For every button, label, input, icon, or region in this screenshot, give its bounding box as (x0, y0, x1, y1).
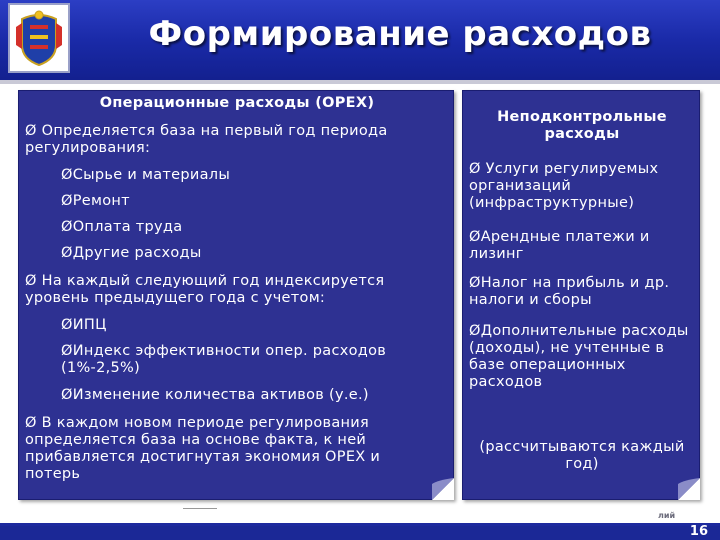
opex-heading: Операционные расходы (OPEX) (99, 95, 375, 111)
uncontrolled-note: (рассчитываются каждый год) (479, 439, 685, 472)
uncontrolled-item: Ø Услуги регулируемых организаций (инфраструктурные) (469, 161, 659, 211)
page-number: 16 (689, 524, 708, 539)
opex-subitem: ØДругие расходы (61, 245, 202, 261)
footer-bar (0, 526, 720, 540)
opex-subitem: ØРемонт (61, 193, 130, 209)
page-fold-icon (678, 478, 700, 500)
divider (183, 508, 217, 509)
uncontrolled-heading: Неподконтрольные расходы (497, 109, 667, 142)
opex-item: Ø Определяется база на первый год периода регулирования: (25, 123, 388, 156)
opex-subitem: ØИПЦ (61, 317, 107, 333)
opex-subitem: ØИндекс эффективности опер. расходов (1%-2,5%) (61, 343, 387, 376)
opex-subitem: ØИзменение количества активов (у.е.) (61, 387, 369, 403)
opex-item: Ø На каждый следующий год индексируется уровень предыдущего года с учетом: (25, 273, 385, 306)
uncontrolled-item: ØНалог на прибыль и др. налоги и сборы (469, 275, 670, 308)
opex-subitem: ØОплата труда (61, 219, 183, 235)
header-divider (0, 80, 720, 84)
page-fold-icon (432, 478, 454, 500)
uncontrolled-panel (462, 90, 700, 500)
page-title: Формирование расходов (148, 14, 652, 54)
footer-ghost-text: лий (658, 511, 676, 520)
opex-subitem: ØСырье и материалы (61, 167, 231, 183)
uncontrolled-item: ØДополнительные расходы (доходы), не учтенные в базе операционных расходов (469, 323, 689, 390)
coat-of-arms-icon (8, 3, 70, 73)
opex-panel (18, 90, 454, 500)
uncontrolled-item: ØАрендные платежи и лизинг (469, 229, 650, 262)
opex-item: Ø В каждом новом периоде регулирования определяется база на основе факта, к ней прибавляется достигнутая экономия OPEX и потерь (25, 415, 381, 482)
